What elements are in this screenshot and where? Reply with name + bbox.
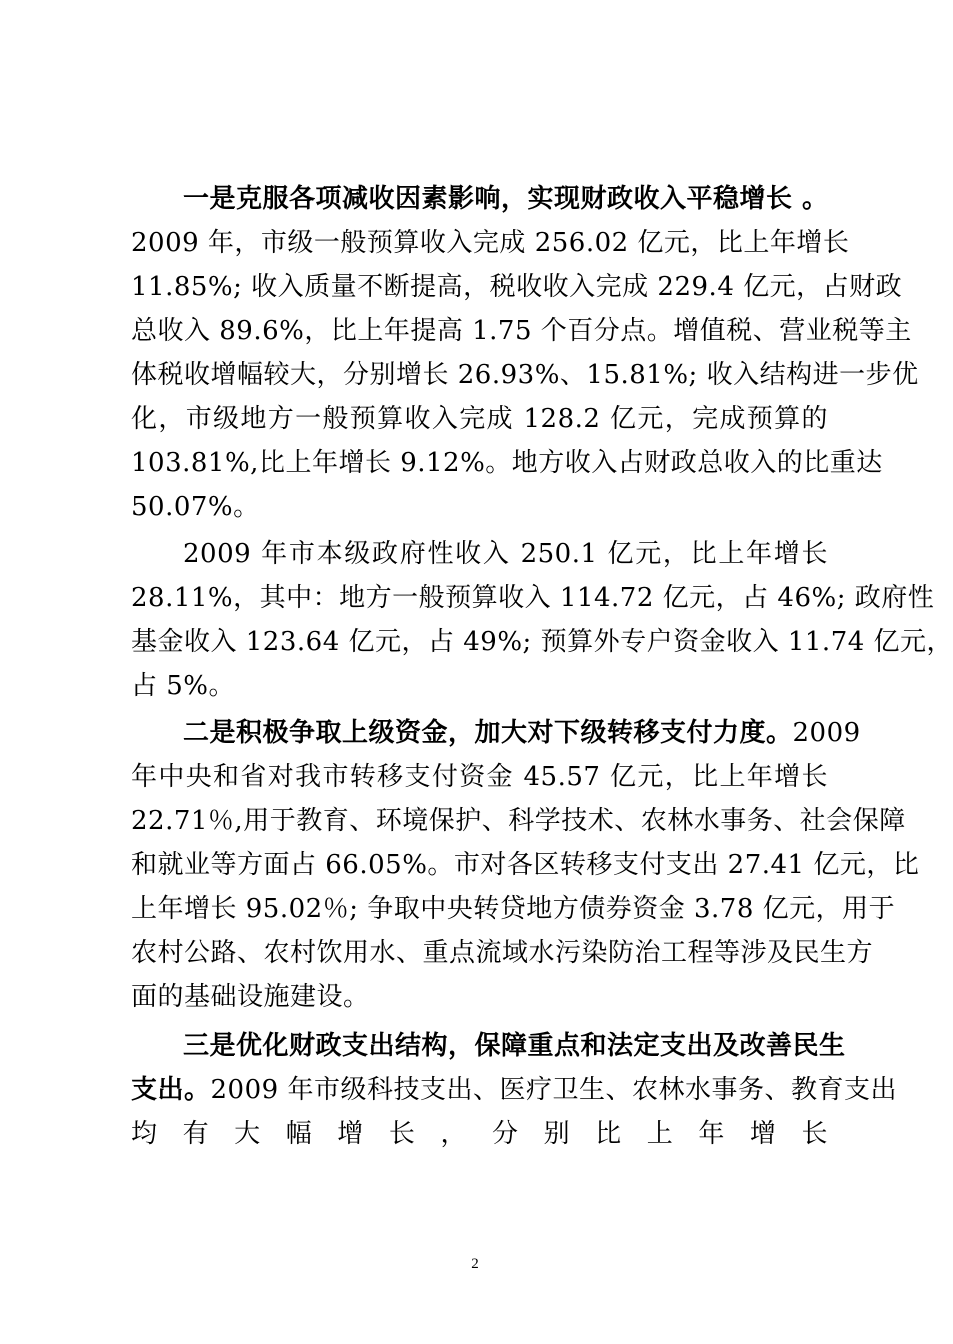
paragraph-line: 占 5%。 [131, 671, 236, 701]
paragraph-line: 11.85%; 收入质量不断提高，税收收入完成 229.4 亿元，占财政 [131, 272, 903, 302]
heading-expenditure-structure: 三是优化财政支出结构，保障重点和法定支出及改善民生 [183, 1031, 846, 1061]
paragraph-line [131, 1068, 897, 1112]
paragraph-line: 50.07%。 [131, 492, 260, 522]
paragraph-line: 22.71％,用于教育、环境保护、科学技术、农林水事务、社会保障 [131, 806, 906, 836]
paragraph-line: 基金收入 123.64 亿元，占 49%; 预算外专户资金收入 11.74 亿元， [131, 627, 953, 657]
paragraph-line: 农村公路、农村饮用水、重点流域水污染防治工程等涉及民生方 [131, 938, 874, 968]
paragraph-line: 面的基础设施建设。 [131, 982, 370, 1012]
paragraph-line: 化，市级地方一般预算收入完成 128.2 亿元，完成预算的 [131, 404, 828, 434]
paragraph-line: 103.81%,比上年增长 9.12%。地方收入占财政总收入的比重达 [131, 448, 883, 478]
page-number: 2 [471, 1256, 479, 1272]
heading-transfer-payments [183, 711, 861, 755]
heading-trailing-text: 2009 [792, 718, 861, 748]
paragraph-line: 2009 年，市级一般预算收入完成 256.02 亿元，比上年增长 [131, 228, 850, 258]
paragraph-line: 上年增长 95.02％; 争取中央转贷地方债券资金 3.78 亿元，用于 [131, 894, 896, 924]
paragraph-line: 均有大幅增长，分别比上年增长 [131, 1119, 828, 1149]
heading-bold-text: 二是积极争取上级资金，加大对下级转移支付力度。 [183, 718, 793, 748]
paragraph-line: 28.11%，其中：地方一般预算收入 114.72 亿元，占 46%; 政府性 [131, 583, 935, 613]
paragraph-line: 总收入 89.6%，比上年提高 1.75 个百分点。增值税、营业税等主 [131, 316, 912, 346]
heading-revenue-growth: 一是克服各项减收因素影响，实现财政收入平稳增长 。 [183, 184, 829, 214]
paragraph-text: 2009 年市级科技支出、医疗卫生、农林水事务、教育支出 [210, 1075, 897, 1105]
paragraph-line: 2009 年市本级政府性收入 250.1 亿元，比上年增长 [183, 539, 828, 569]
paragraph-line: 体税收增幅较大，分别增长 26.93%、15.81%; 收入结构进一步优 [131, 360, 919, 390]
paragraph-line: 和就业等方面占 66.05%。市对各区转移支付支出 27.41 亿元，比 [131, 850, 920, 880]
paragraph-line: 年中央和省对我市转移支付资金 45.57 亿元，比上年增长 [131, 762, 828, 792]
heading-bold-text: 支出。 [131, 1075, 211, 1105]
